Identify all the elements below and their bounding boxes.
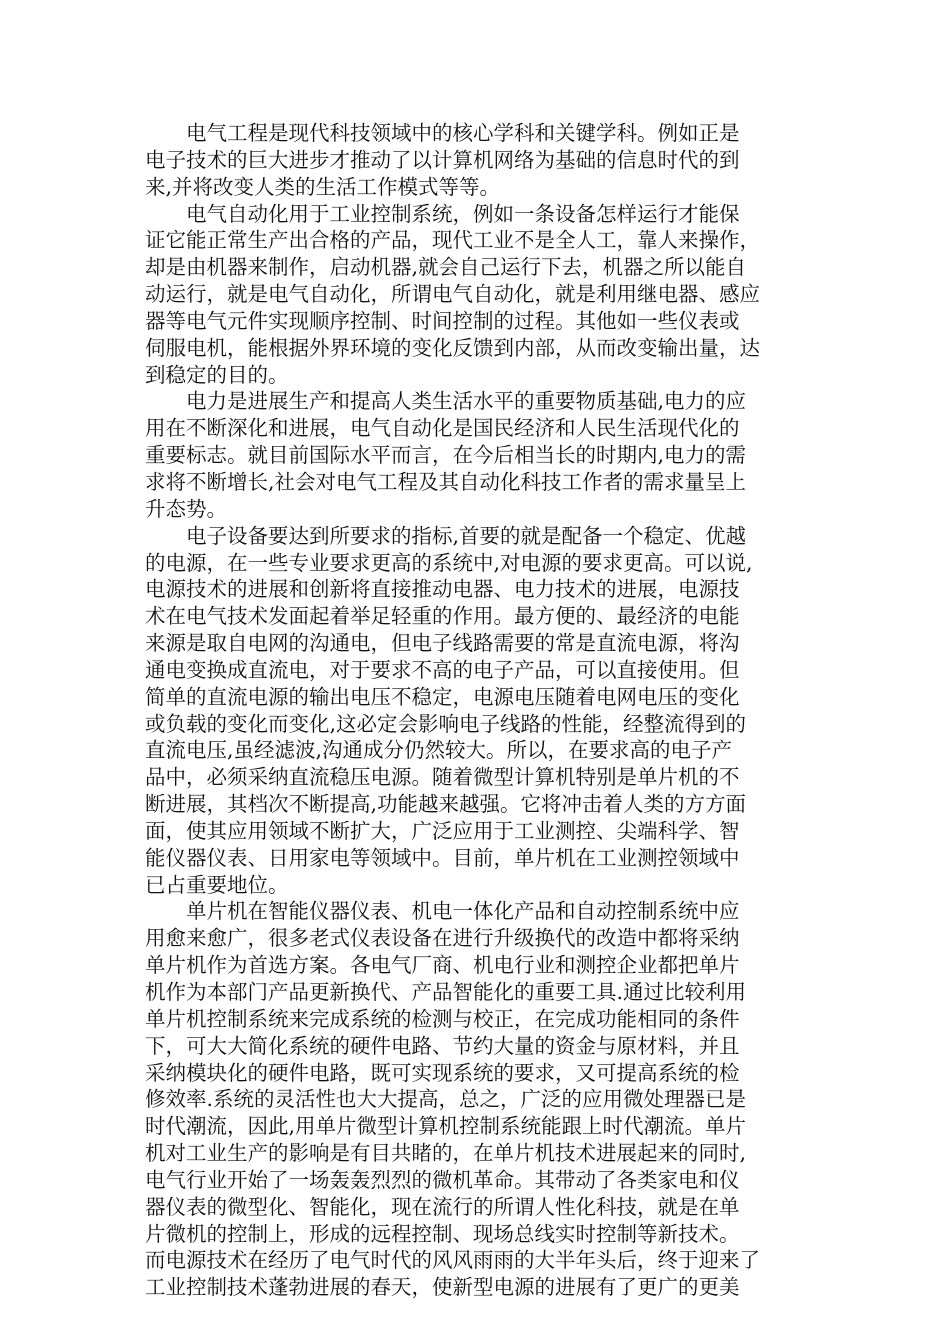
text-line: 面，使其应用领域不断扩大，广泛应用于工业测控、尖端科学、智 <box>145 818 740 843</box>
document-page <box>145 120 807 1301</box>
text-line: 机作为本部门产品更新换代、产品智能化的重要工具.通过比较利用 <box>145 980 747 1004</box>
text-line: 单片机控制系统来完成系统的检测与校正，在完成功能相同的条件 <box>145 1006 740 1031</box>
paragraph-first-line: 电气工程是现代科技领域中的核心学科和关键学科。例如正是 <box>186 121 740 145</box>
text-line: 采纳模块化的硬件电路，既可实现系统的要求，又可提高系统的检 <box>145 1060 740 1085</box>
text-line: 用在不断深化和进展，电气自动化是国民经济和人民生活现代化的 <box>145 416 740 441</box>
paragraph-first-line: 单片机在智能仪器仪表、机电一体化产品和自动控制系统中应 <box>186 899 740 924</box>
text-line: 机对工业生产的影响是有目共睹的，在单片机技术进展起来的同时, <box>145 1141 747 1166</box>
text-line: 修效率.系统的灵活性也大大提高，总之，广泛的应用微处理器已是 <box>145 1087 747 1112</box>
paragraph-first-line: 电子设备要达到所要求的指标,首要的就是配备一个稳定、优越 <box>186 523 747 548</box>
text-line: 或负载的变化而变化,这必定会影响电子线路的性能，经整流得到的 <box>145 711 747 736</box>
text-line: 器等电气元件实现顺序控制、时间控制的过程。其他如一些仪表或 <box>145 308 740 333</box>
text-line: 通电变换成直流电，对于要求不高的电子产品，可以直接使用。但 <box>145 657 740 682</box>
text-line: 却是由机器来制作，启动机器,就会自己运行下去，机器之所以能自 <box>145 255 747 280</box>
text-line: 已占重要地位。 <box>145 872 289 897</box>
text-line: 品中，必须采纳直流稳压电源。随着微型计算机特别是单片机的不 <box>145 765 740 790</box>
text-line: 重要标志。就目前国际水平而言，在今后相当长的时期内,电力的需 <box>145 443 747 468</box>
text-line: 直流电压,虽经滤波,沟通成分仍然较大。所以，在要求高的电子产 <box>145 738 733 763</box>
text-line: 器仪表的微型化、智能化，现在流行的所谓人性化科技，就是在单 <box>145 1194 740 1219</box>
text-line: 证它能正常生产出合格的产品，现代工业不是全人工，靠人来操作， <box>145 228 760 253</box>
text-line: 来,并将改变人类的生活工作模式等等。 <box>145 174 501 199</box>
text-line: 动运行，就是电气自动化，所谓电气自动化，就是利用继电器、感应 <box>145 282 760 307</box>
paragraph-first-line: 电力是进展生产和提高人类生活水平的重要物质基础,电力的应 <box>186 389 747 414</box>
text-line: 断进展，其档次不断提高,功能越来越强。它将冲击着人类的方方面 <box>145 792 747 817</box>
text-line: 片微机的控制上，形成的远程控制、现场总线实时控制等新技术。 <box>145 1221 740 1246</box>
text-line: 能仪器仪表、日用家电等领域中。目前，单片机在工业测控领域中 <box>145 845 740 870</box>
text-line: 术在电气技术发面起着举足轻重的作用。最方便的、最经济的电能 <box>145 604 740 629</box>
text-line: 时代潮流，因此,用单片微型计算机控制系统能跟上时代潮流。单片 <box>145 1114 747 1139</box>
text-line: 工业控制技术蓬勃进展的春天，使新型电源的进展有了更广的更美 <box>145 1275 740 1300</box>
text-line: 的电源，在一些专业要求更高的系统中,对电源的要求更高。可以说, <box>145 550 753 575</box>
text-line: 简单的直流电源的输出电压不稳定，电源电压随着电网电压的变化 <box>145 684 740 709</box>
text-line: 到稳定的目的。 <box>145 362 289 387</box>
text-line: 而电源技术在经历了电气时代的风风雨雨的大半年头后，终于迎来了 <box>145 1248 760 1273</box>
text-line: 单片机作为首选方案。各电气厂商、机电行业和测控企业都把单片 <box>145 953 740 978</box>
text-line: 电源技术的进展和创新将直接推动电器、电力技术的进展，电源技 <box>145 577 740 602</box>
text-line: 用愈来愈广，很多老式仪表设备在进行升级换代的改造中都将采纳 <box>145 926 740 951</box>
text-line: 下，可大大简化系统的硬件电路、节约大量的资金与原材料，并且 <box>145 1033 740 1058</box>
text-line: 升态势。 <box>145 496 227 521</box>
text-line: 伺服电机，能根据外界环境的变化反馈到内部，从而改变输出量，达 <box>145 335 760 360</box>
paragraph-first-line: 电气自动化用于工业控制系统，例如一条设备怎样运行才能保 <box>186 201 740 226</box>
text-line: 求将不断增长,社会对电气工程及其自动化科技工作者的需求量呈上 <box>145 469 747 494</box>
text-line: 电气行业开始了一场轰轰烈烈的微机革命。其带动了各类家电和仪 <box>145 1167 740 1192</box>
text-line: 来源是取自电网的沟通电，但电子线路需要的常是直流电源，将沟 <box>145 631 740 656</box>
text-line: 电子技术的巨大进步才推动了以计算机网络为基础的信息时代的到 <box>145 147 740 172</box>
